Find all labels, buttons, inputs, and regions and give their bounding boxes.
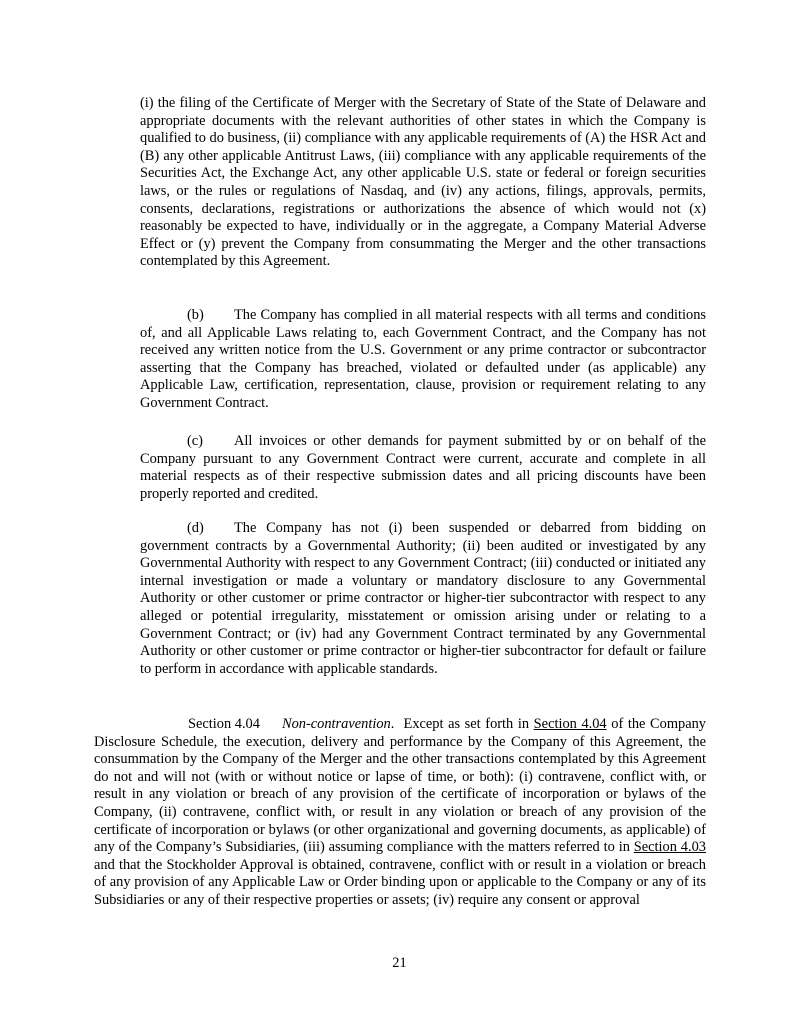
- section-4-04-text-1: Except as set forth in: [403, 716, 530, 732]
- section-4-03-reference-link: Section 4.03: [633, 839, 706, 856]
- paragraph-b-text: The Company has complied in all material respects with all terms and conditions of, and all Applicable Laws relating to, each Government Contract, and the Company has not received any written notice from the U.S. Government or any prime contractor or subcontractor asserting that the Company has breached, violated or defaulted under (as applicable) any Applicable Law, certification, representation, clause, provision or requirement relating to any Government Contract.: [140, 307, 706, 411]
- paragraph-c-text: All invoices or other demands for payment submitted by or on behalf of the Company pursuant to any Government Contract were current, accurate and complete in all material respects as of their respective submission dates and all pricing discounts have been properly reported and credited.: [140, 433, 706, 502]
- paragraph-c-label: (c): [187, 433, 203, 449]
- paragraph-d-label: (d): [187, 520, 204, 536]
- paragraph-c: [140, 433, 706, 503]
- section-4-04-number: Section 4.04: [188, 716, 260, 732]
- section-4-04-text-2: of the Company Disclosure Schedule, the execution, delivery and performance by the Company of this Agreement, the consummation by the Company of the Merger and the other transactions contemplated by this Agreement do not and will not (with or without notice or lapse of time, or both): (i) contravene, conflict with, or result in any violation or breach of any provision of the certificate of incorporation or bylaws of the Company, (ii) contravene, conflict with, or result in any violation or breach of any provision of the certificate of incorporation or bylaws (or other organizational and governing documents, as applicable) of any of the Company’s Subsidiaries, (iii) assuming compliance with the matters referred to in: [94, 716, 706, 856]
- paragraph-d-text: The Company has not (i) been suspended or debarred from bidding on government contracts by a Governmental Authority; (ii) been audited or investigated by any Governmental Authority with respect to any Government Contract; (iii) conducted or initiated any internal investigation or made a voluntary or mandatory disclosure to any Governmental Authority or other customer or prime contractor or higher-tier subcontractor with respect to any alleged or potential irregularity, misstatement or omission arising under or relating to a Government Contract; or (iv) had any Government Contract terminated by any Governmental Authority or other customer or prime contractor or higher-tier subcontractor for default or failure to perform in accordance with applicable standards.: [140, 520, 706, 677]
- paragraph-continuation: (i) the filing of the Certificate of Merger with the Secretary of State of the State of Delaware and appropriate documents with the relevant authorities of other states in which the Company is qualified to do business, (ii) compliance with any applicable requirements of (A) the HSR Act and (B) any other applicable Antitrust Laws, (iii) compliance with any applicable requirements of the Securities Act, the Exchange Act, any other applicable U.S. state or federal or foreign securities laws, or the rules or regulations of Nasdaq, and (iv) any actions, filings, approvals, permits, consents, declarations, registrations or authorizations the absence of which would not (x) reasonably be expected to have, individually or in the aggregate, a Company Material Adverse Effect or (y) prevent the Company from consummating the Merger and the other transactions contemplated by this Agreement.: [140, 95, 706, 270]
- section-4-04-paragraph: Section 4.04 Non-contravention. Except as set forth in Section 4.04 of the Company Disclosure Schedule, the execution, delivery and performance by the Company of this Agreement, the consummation by the Company of the Merger and the other transactions contemplated by this Agreement do not and will not (with or without notice or lapse of time, or both): (i) contravene, conflict with, or result in any violation or breach of any provision of the certificate of incorporation or bylaws of the Company, (ii) contravene, conflict with, or result in any violation or breach of any provision of the certificate of incorporation or bylaws (or other organizational and governing documents, as applicable) of any of the Company’s Subsidiaries, (iii) assuming compliance with the matters referred to in Section 4.03 and that the Stockholder Approval is obtained, contravene, conflict with or result in a violation or breach of any provision of any Applicable Law or Order binding upon or applicable to the Company or any of its Subsidiaries or any of their respective properties or assets; (iv) require any consent or approval: [94, 716, 706, 908]
- section-4-04-title: Non-contravention: [282, 716, 391, 732]
- section-4-04-reference-link: Section 4.04: [533, 716, 607, 732]
- page-number: 21: [392, 955, 407, 971]
- paragraph-b: [140, 307, 706, 413]
- paragraph-d: [140, 520, 706, 678]
- section-4-04-text-3: and that the Stockholder Approval is obtained, contravene, conflict with or result in a violation or breach of any provision of any Applicable Law or Order binding upon or applicable to the Company or any of its Subsidiaries or any of their respective properties or assets; (iv) require any consent or approval: [94, 856, 706, 908]
- paragraph-b-label: (b): [187, 307, 204, 323]
